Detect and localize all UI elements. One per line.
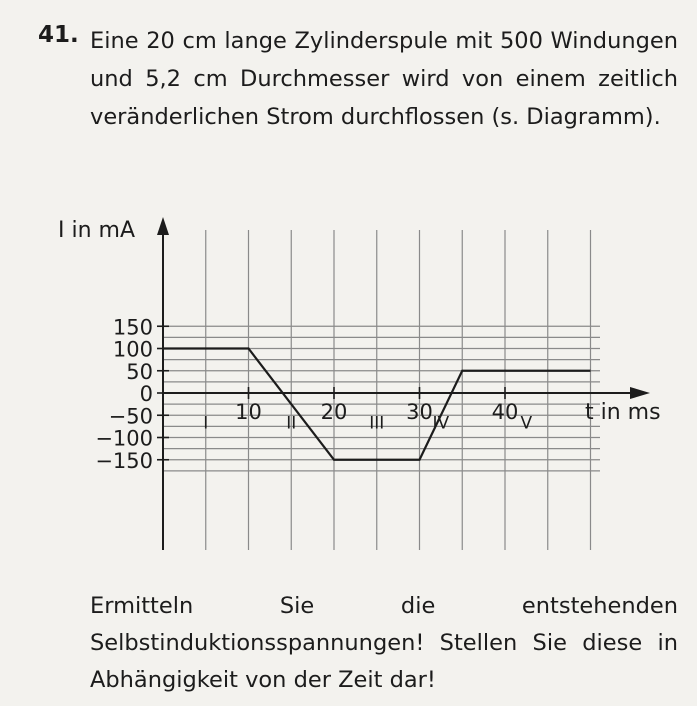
segment-label: V [520, 413, 533, 434]
y-tick-label: −50 [108, 404, 153, 429]
exercise-number: 41. [38, 22, 79, 48]
x-tick-label: 20 [320, 400, 348, 424]
x-axis-arrow [630, 387, 650, 399]
y-tick-label: −150 [95, 448, 153, 473]
x-axis-label: t in ms [585, 400, 661, 425]
x-tick-label: 10 [235, 400, 262, 424]
x-tick-label: 30 [406, 400, 433, 424]
segment-label: I [203, 413, 209, 434]
segment-label: II [286, 413, 297, 434]
segment-label: III [369, 413, 385, 434]
y-tick-label: −100 [95, 426, 153, 451]
y-axis-arrow [157, 217, 169, 235]
y-tick-label: 150 [112, 315, 153, 340]
exercise-task: Ermitteln Sie die entstehenden Selbstinduktionsspannungen! Stellen Sie diese in Abhängigkeit von der Zeit dar! [90, 593, 678, 693]
exercise-statement: Eine 20 cm lange Zylinderspule mit 500 Windungen und 5,2 cm Durchmesser wird von einem zeitlich veränderlichen Strom durchflossen (s. Diagramm). [90, 28, 678, 130]
y-tick-label: 0 [139, 382, 153, 406]
current-time-diagram [0, 205, 697, 575]
y-axis-label: I in mA [58, 218, 136, 243]
y-tick-label: 50 [126, 359, 153, 384]
y-tick-label: 100 [112, 337, 153, 362]
x-tick-label: 40 [491, 400, 519, 424]
segment-label: IV [432, 413, 450, 434]
